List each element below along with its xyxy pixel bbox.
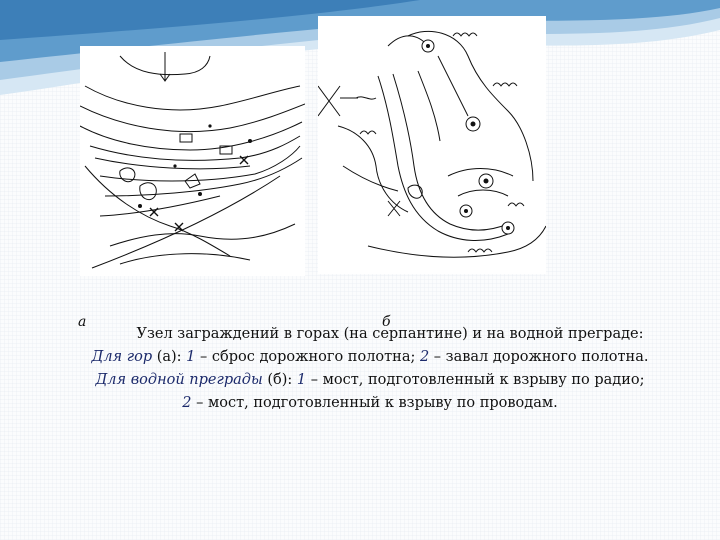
- water-obstacle-drawing: [318, 16, 546, 274]
- water-item1-num: 1: [296, 372, 307, 388]
- water-item2-text: – мост, подготовленный к взрыву по проводам.: [191, 395, 558, 411]
- map-mountains: [80, 46, 305, 276]
- mountains-item1-text: – сброс дорожного полотна;: [195, 349, 420, 365]
- map-water-obstacle: [318, 16, 546, 274]
- mountains-ref: (а):: [156, 349, 187, 365]
- mountains-item2-num: 2: [419, 349, 430, 365]
- water-prefix: Для водной преграды: [95, 372, 263, 388]
- caption-mountains-line: [40, 346, 700, 369]
- panel-label-b: б: [382, 314, 391, 330]
- water-ref: (б):: [262, 372, 297, 388]
- mountains-prefix: Для гор: [91, 349, 153, 365]
- mountains-item2-text: – завал дорожного полотна.: [429, 349, 649, 365]
- figure-caption: [40, 323, 700, 415]
- panel-label-a: а: [78, 314, 87, 330]
- caption-water-line: [40, 369, 700, 392]
- caption-water-line-2: [40, 392, 700, 415]
- mountain-serpentine-drawing: [80, 46, 305, 276]
- mountains-item1-num: 1: [186, 349, 196, 365]
- water-item2-num: 2: [182, 395, 192, 411]
- water-item1-text: – мост, подготовленный к взрыву по радио;: [306, 372, 645, 388]
- caption-title: Узел заграждений в горах (на серпантине) и на водной преграде:: [136, 326, 644, 342]
